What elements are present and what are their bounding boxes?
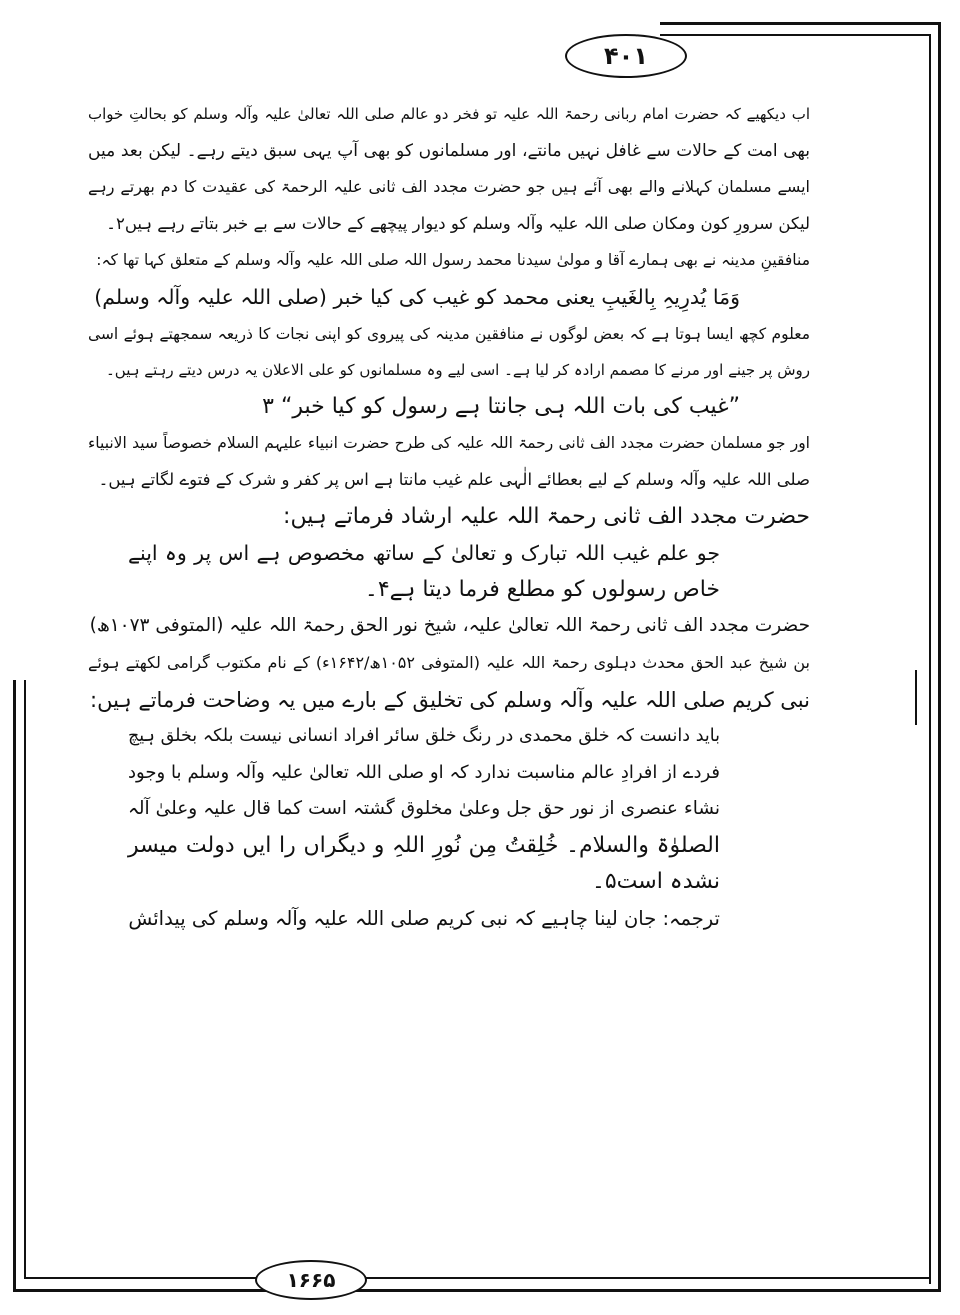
frame-top-outer [660,22,941,25]
translation-line: ترجمہ: جان لینا چاہیے کہ نبی کریم صلی اللہ علیہ وآلہ وسلم کی پیدائش [128,907,720,931]
frame-left-inner [24,680,26,1278]
page-number-bottom-text: ۱۶۶۵ [286,1268,336,1292]
page-number-top-text: ۴۰۱ [604,42,648,70]
text-line: حضرت مجدد الف ثانی رحمۃ اللہ تعالیٰ علیہ، شیخ نور الحق رحمۃ اللہ علیہ (المتوفی ۱۰۷۳ھ) [89,615,810,637]
frame-left-outer [13,680,16,1292]
text-line: اب دیکھیے کہ حضرت امام ربانی رحمۃ اللہ علیہ تو فخر دو عالم صلی اللہ تعالیٰ علیہ وآلہ وسلم کو بحالتِ خواب [88,105,810,123]
frame-right-outer [938,22,941,1290]
frame-right-inner [929,34,931,1284]
main-text [88,96,810,938]
quote-line: جو علم غیب اللہ تبارک و تعالیٰ کے ساتھ مخصوص ہے اس پر وہ اپنے [128,541,720,566]
text-line: لیکن سرورِ کون ومکان صلی اللہ علیہ وآلہ وسلم کو دیوار پیچھے کے حالات سے بے خبر بتاتے رہے ہیں۲۔ [106,213,810,233]
frame-bottom-inner [24,1277,931,1279]
frame-top-inner [660,34,931,36]
persian-quote-line: نشاء عنصری از نور حق جل وعلیٰ مخلوق گشتہ است کما قال علیہ وعلیٰ آلہ [128,798,720,820]
quote-line: خاص رسولوں کو مطلع فرما دیتا ہے۴۔ [364,576,720,602]
text-line: نبی کریم صلی اللہ علیہ وآلہ وسلم کی تخلیق کے بارے میں یہ وضاحت فرماتے ہیں: [90,687,810,712]
text-line: صلی اللہ علیہ وآلہ وسلم کے لیے بعطائے الٰہی علم غیب مانتا ہے اس پر کفر و شرک کے فتوے لگاتے ہیں۔ [98,469,810,489]
text-line: ایسے مسلمان کہلانے والے بھی آئے ہیں جو حضرت مجدد الف ثانی علیہ الرحمۃ کی عقیدت کا دم بھرتے رہے [88,177,810,197]
frame-bottom-outer [13,1289,941,1292]
persian-quote-line: نشدہ است۵۔ [591,869,720,895]
quran-quote: وَمَا یُدرِیہِ بِالغَیبِ یعنی محمد کو غیب کی کیا خبر (صلی اللہ علیہ وآلہ وسلم) [94,284,740,309]
text-line: اور جو مسلمان حضرت مجدد الف ثانی رحمۃ اللہ علیہ کی طرح حضرت انبیاء علیہم السلام خصوصاً سید الانبیاء [88,434,810,453]
frame-mid-vertical [915,670,917,725]
persian-quote-line: باید دانست کہ خلق محمدی در رنگ خلق سائر افراد انسانی نیست بلکہ بخلق ہیچ [128,726,720,747]
persian-quote-line: فردے از افرادِ عالم مناسبت ندارد کہ او صلی اللہ تعالیٰ علیہ وآلہ وسلم با وجود [128,761,720,783]
page-number-bottom [255,1260,367,1300]
persian-quote-line: الصلوٰۃ والسلام۔ خُلِقتُ مِن نُورِ اللہِ و دیگراں را ایں دولت میسر [128,832,720,858]
text-line: معلوم کچھ ایسا ہوتا ہے کہ بعض لوگوں نے منافقین مدینہ کی پیروی کو اپنی نجات کا ذریعہ سمجھتے ہوئے اسی [88,324,810,343]
text-line: روش پر جینے اور مرنے کا مصمم ارادہ کر لیا ہے۔ اسی لیے وہ مسلمانوں کو علی الاعلان یہ درس دیتے رہتے ہیں۔ [105,361,810,380]
page-number-top [565,34,687,78]
quote-line: ”غیب کی بات اللہ ہی جانتا ہے رسول کو کیا خبر“ ۳ [262,393,740,419]
text-line: منافقینِ مدینہ نے بھی ہمارے آقا و مولیٰ سیدنا محمد رسول اللہ صلی اللہ علیہ وآلہ وسلم کے متعلق کہا تھا کہ: [96,251,810,270]
text-line: بن شیخ عبد الحق محدث دہلوی رحمۃ اللہ علیہ (المتوفی ۱۰۵۲ھ/۱۶۴۲ء) کے نام مکتوب گرامی لکھتے ہوئے [88,652,810,672]
text-line: حضرت مجدد الف ثانی رحمۃ اللہ علیہ ارشاد فرماتے ہیں: [283,503,810,529]
text-line: بھی امت کے حالات سے غافل نہیں مانتے، اور مسلمانوں کو بھی آپ یہی سبق دیتے رہے۔ لیکن بعد میں [88,140,810,161]
